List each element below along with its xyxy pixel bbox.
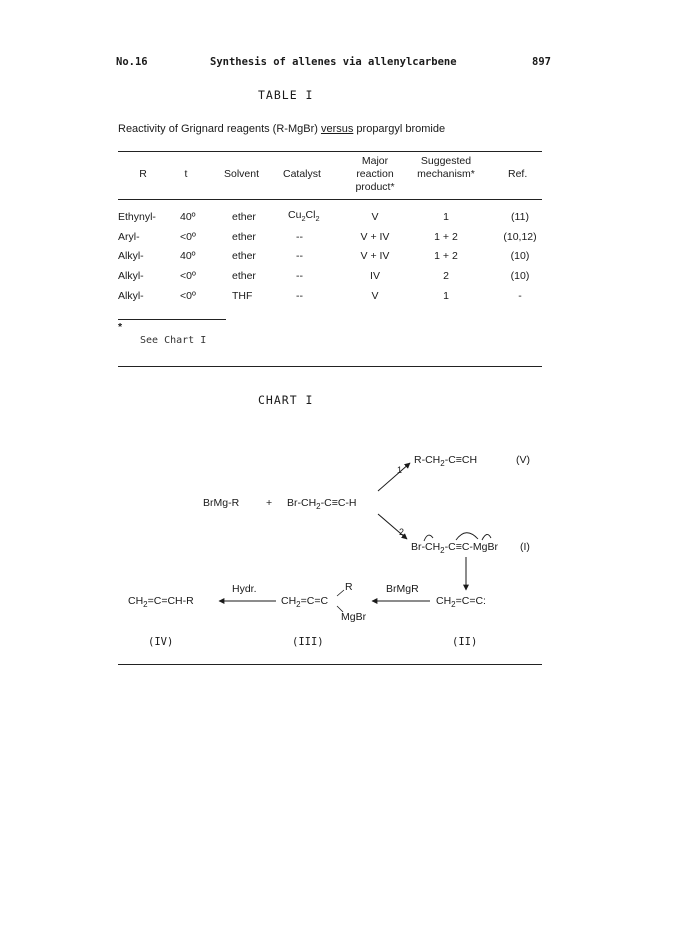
cell-mechanism: 1 — [443, 290, 449, 302]
carbene-ii-label: (II) — [452, 636, 478, 648]
footnote-text: See Chart I — [140, 335, 207, 346]
chart-bottom-rule — [118, 664, 542, 665]
allene-iv: $CH_2=C=CH-R$ — [128, 595, 194, 609]
cell-r: Alkyl- — [118, 250, 144, 262]
cell-catalyst: -- — [296, 290, 303, 302]
col-header-mechanism-line: Suggested — [420, 155, 472, 167]
hydrolysis-label: Hydr. — [232, 583, 257, 595]
cell-solvent: ether — [232, 270, 256, 282]
allene-iv-label: (IV) — [148, 636, 174, 648]
allenyl-iii-mgbr: MgBr — [341, 611, 367, 623]
cell-t: <0º — [180, 290, 196, 302]
col-header-catalyst: Catalyst — [283, 168, 321, 180]
allenyl-iii: $CH_2=C=C$ — [281, 595, 329, 609]
carbene-ii: $CH_2=C=C$: — [436, 595, 486, 609]
cell-r: Alkyl- — [118, 270, 144, 282]
col-header-solvent: Solvent — [224, 168, 260, 180]
cell-mechanism: 1 + 2 — [434, 231, 458, 243]
col-header-product-line: Major — [361, 155, 389, 167]
bond-line — [337, 590, 344, 596]
cell-catalyst: $Cu_2Cl_2$ — [288, 209, 320, 223]
footnote-mark: * — [118, 321, 123, 333]
col-header-mechanism-line: mechanism* — [417, 168, 475, 180]
cell-product: V — [371, 290, 379, 302]
reagent-grignard: BrMgR — [386, 583, 419, 595]
cell-solvent: ether — [232, 211, 256, 223]
cell-mechanism: 1 + 2 — [434, 250, 458, 262]
col-header-r: R — [139, 168, 147, 180]
cell-product: V + IV — [360, 231, 390, 243]
cell-catalyst: -- — [296, 231, 303, 243]
intermediate-i-label: (I) — [520, 541, 530, 553]
curved-arrow-icon — [482, 534, 491, 540]
cell-catalyst: -- — [296, 270, 303, 282]
cell-ref: (11) — [511, 211, 529, 223]
cell-product: V + IV — [360, 250, 390, 262]
path-1-number: 1 — [397, 465, 403, 475]
cell-product: IV — [370, 270, 380, 282]
header-title-part: Synthesis of allenes via allenylcarbene — [210, 56, 457, 68]
col-header-product-line: product* — [355, 181, 395, 193]
caption-pre: Reactivity of Grignard reagents (R-MgBr) — [118, 123, 321, 135]
cell-product: V — [371, 211, 379, 223]
curved-arrow-icon — [456, 533, 478, 540]
arrow-path-1 — [378, 463, 410, 491]
header-journal-number: No.16 — [116, 56, 148, 68]
cell-ref: (10) — [510, 250, 530, 262]
allenyl-iii-r: R — [345, 581, 353, 593]
cell-solvent: ether — [232, 250, 256, 262]
col-header-ref: Ref. — [508, 168, 528, 180]
cell-r: Ethynyl- — [118, 211, 156, 223]
cell-ref: (10) — [510, 270, 530, 282]
table-label: TABLE I — [258, 88, 314, 102]
caption-post: propargyl bromide — [353, 123, 446, 135]
path-2-number: 2 — [399, 527, 405, 537]
product-v: $R-CH_2-C\equiv CH$ — [414, 454, 478, 468]
header-page-number: 897 — [532, 56, 551, 68]
plus-sign: + — [266, 497, 273, 509]
cell-t: <0º — [180, 270, 196, 282]
col-header-product-line: reaction — [356, 168, 394, 180]
cell-mechanism: 2 — [443, 270, 449, 282]
caption-emph: versus — [320, 123, 354, 135]
cell-ref: - — [518, 290, 522, 302]
product-v-label: (V) — [516, 454, 530, 466]
cell-r: Aryl- — [118, 231, 140, 243]
cell-solvent: ether — [232, 231, 256, 243]
intermediate-i: $Br-CH_2-C\equiv C$-MgBr — [411, 541, 498, 555]
allenyl-iii-label: (III) — [292, 636, 324, 648]
cell-r: Alkyl- — [118, 290, 144, 302]
reactant-propargyl-bromide: $Br-CH_2-C\equiv C-H$ — [287, 497, 357, 511]
cell-t: 40º — [180, 250, 196, 262]
chart-label: CHART I — [258, 393, 314, 407]
reactant-grignard: BrMg-R — [203, 497, 240, 509]
cell-t: <0º — [180, 231, 196, 243]
cell-catalyst: -- — [296, 250, 303, 262]
cell-ref: (10,12) — [503, 231, 537, 243]
cell-t: 40º — [180, 211, 196, 223]
cell-mechanism: 1 — [443, 211, 449, 223]
cell-solvent: THF — [232, 290, 253, 302]
col-header-t: t — [184, 168, 188, 180]
